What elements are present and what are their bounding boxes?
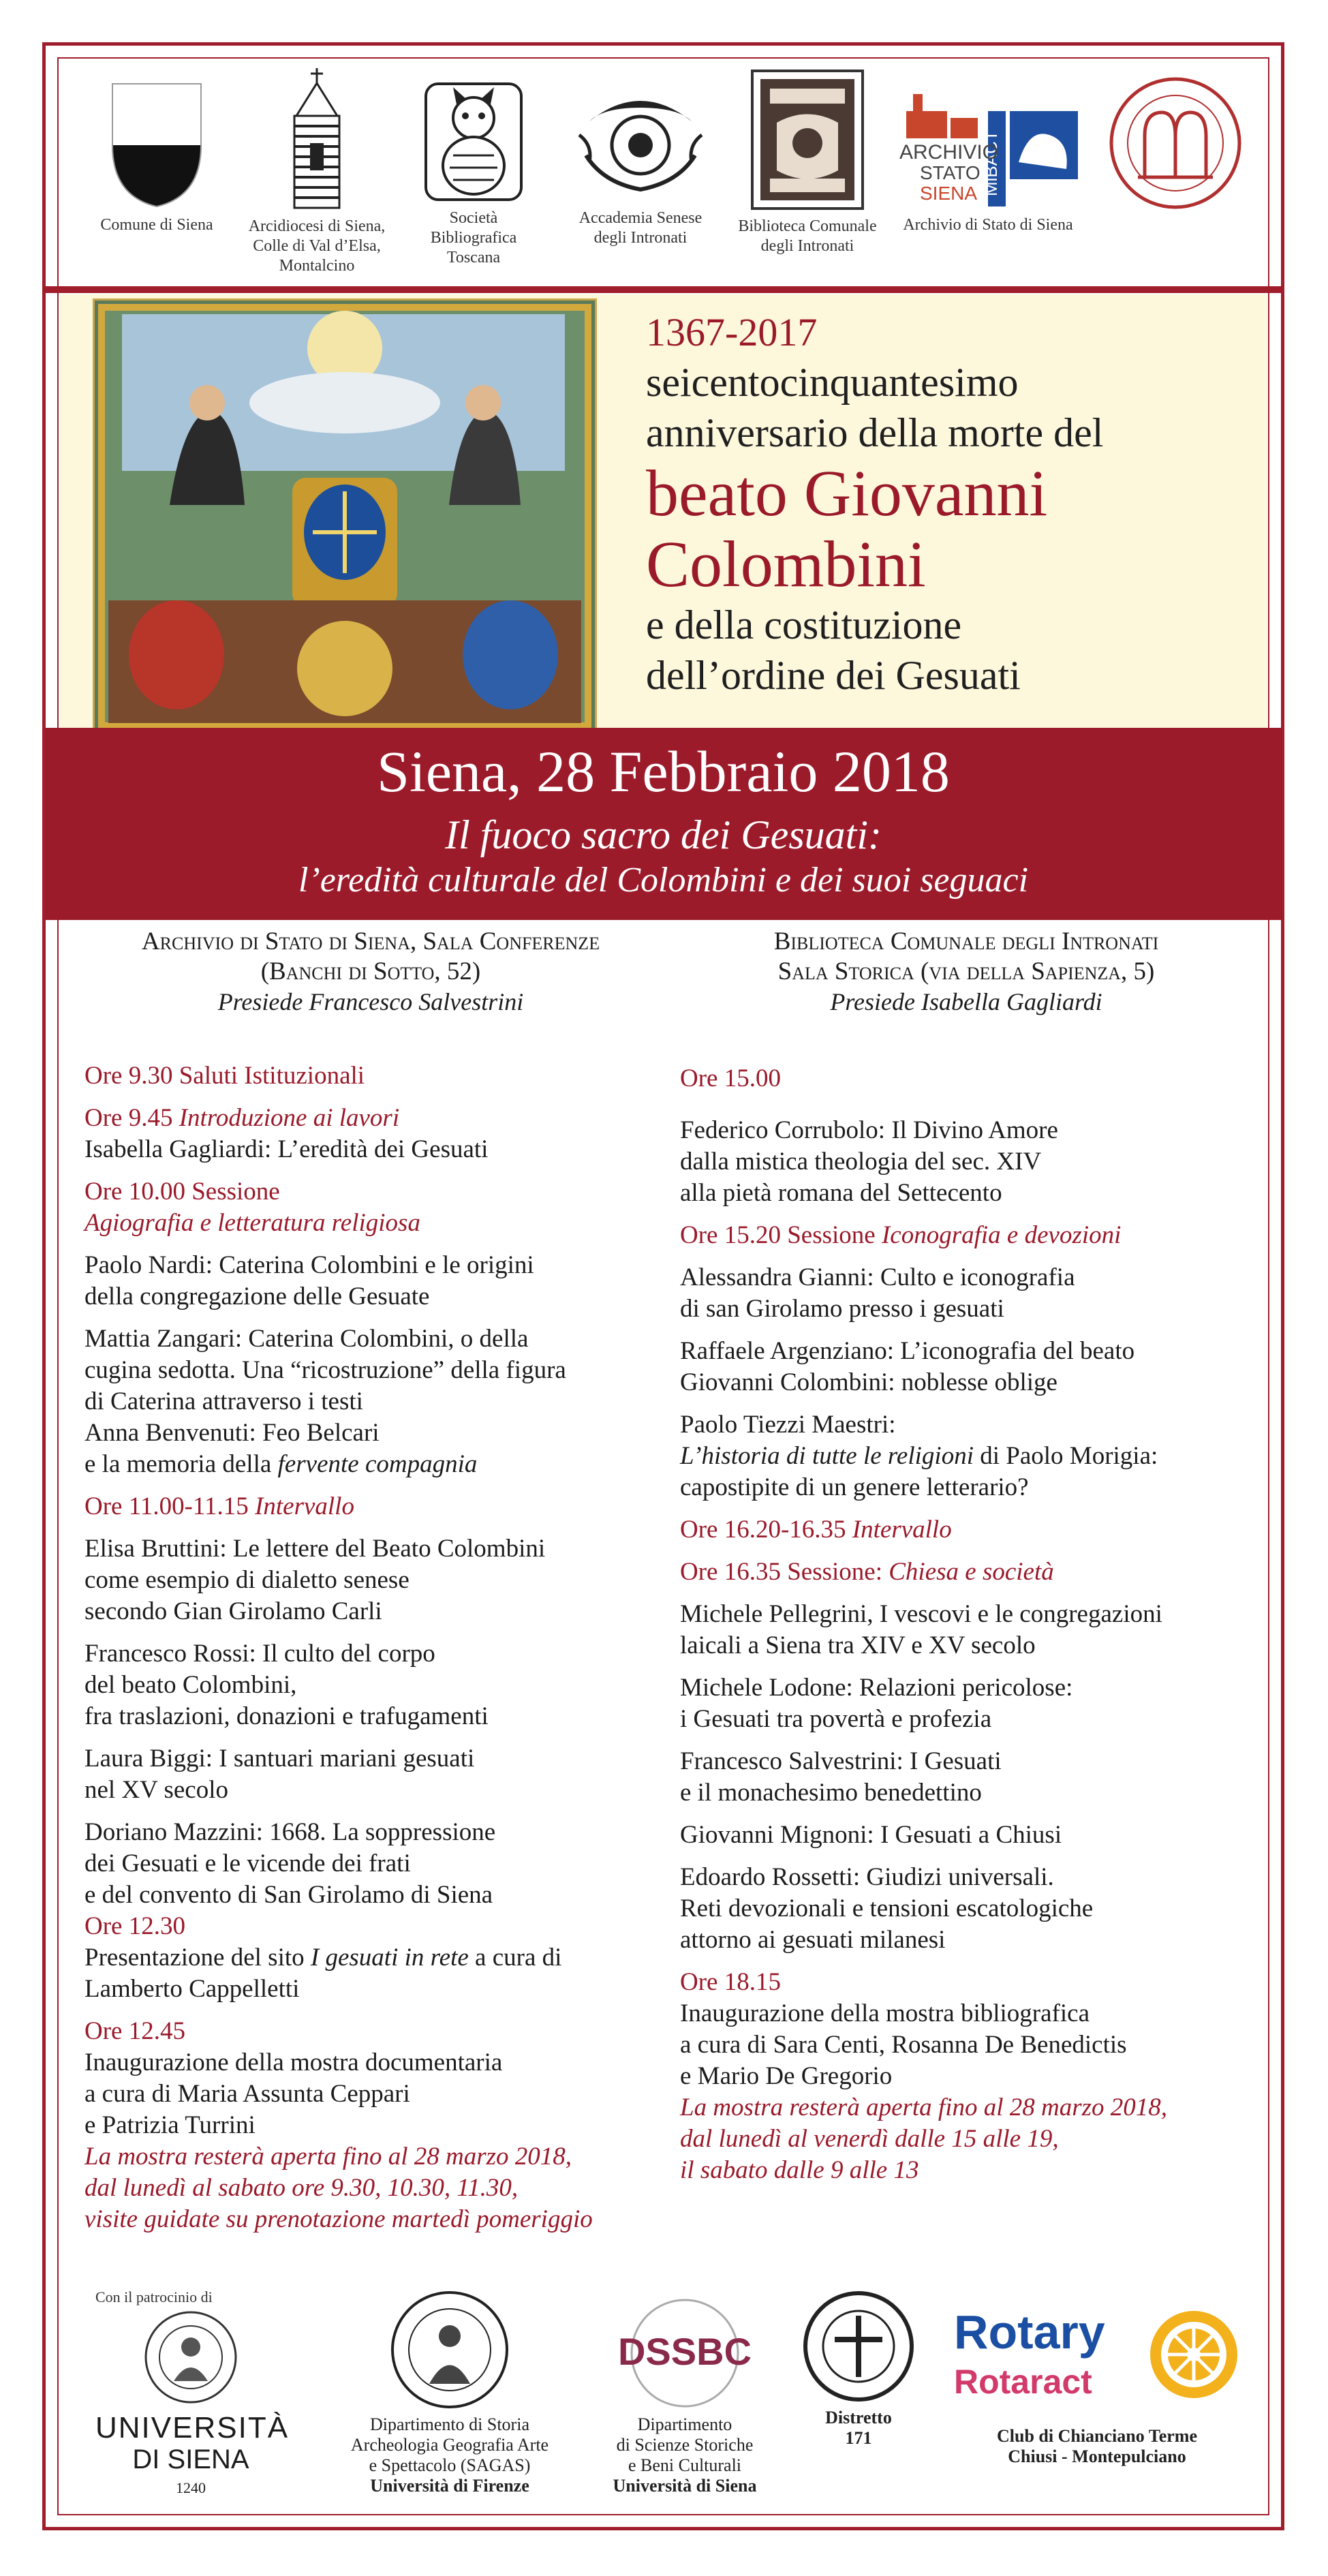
- logo-arcidiocesi: [242, 68, 392, 276]
- unifi-line: Dipartimento di Storia: [370, 2414, 529, 2434]
- miniature-painting: [93, 298, 597, 735]
- logo-serra: [797, 2288, 920, 2449]
- exhibition-note: La mostra resterà aperta fino al 28 marzo 2018,: [680, 2094, 1168, 2121]
- miniature-painting-image: [95, 301, 595, 733]
- exhibition-note: dal lunedì al venerdì dalle 15 alle 19,: [680, 2125, 1059, 2153]
- red-rule: [45, 286, 1282, 293]
- logo-label: Comune di Siena: [100, 216, 213, 234]
- session-heading: Ore 18.15: [680, 1968, 781, 1996]
- unisi-name2: DI SIENA: [132, 2444, 249, 2474]
- session-heading: Ore 10.00 Sessione: [84, 1178, 280, 1206]
- talk: Giovanni Colombini: noblesse oblige: [680, 1368, 1057, 1396]
- talk: Michele Lodone: Relazioni pericolose:: [680, 1674, 1073, 1702]
- talk: e del convento di San Girolamo di Siena: [84, 1881, 493, 1909]
- title-band: [45, 728, 1282, 920]
- rotary-club-line: Club di Chianciano Terme: [996, 2426, 1197, 2446]
- rotary-wordmark: Rotary: [954, 2305, 1105, 2359]
- event-subtheme: l’eredità culturale del Colombini e dei suoi seguaci: [298, 861, 1029, 900]
- afternoon-schedule: [680, 1063, 1266, 2186]
- session-heading: Ore 12.30: [84, 1912, 185, 1940]
- talk: fra traslazioni, donazioni e trafugamenti: [84, 1702, 489, 1730]
- presides: Presiede Francesco Salvestrini: [217, 988, 524, 1015]
- talk: Elisa Bruttini: Le lettere del Beato Colombini: [84, 1535, 546, 1563]
- event-date: Siena, 28 Febbraio 2018: [377, 739, 950, 804]
- afternoon-column: [680, 927, 1252, 1017]
- talk: Francesco Salvestrini: I Gesuati: [680, 1747, 1002, 1775]
- round-seal-icon: [1107, 75, 1244, 211]
- header-line1: seicentocinquantesimo: [646, 360, 1019, 405]
- university-seal-icon: [136, 2306, 245, 2408]
- logo-societa-bibliografica: [409, 80, 538, 268]
- morning-column: [84, 927, 657, 1017]
- session-heading: Ore 12.45: [84, 2017, 185, 2045]
- dssbc-line: e Beni Culturali: [628, 2455, 742, 2475]
- header-text: [646, 308, 1259, 701]
- logo-biblioteca-intronati: [732, 68, 882, 256]
- dssbc-acronym: DSSBC: [617, 2330, 752, 2373]
- exhibition-note: La mostra resterà aperta fino al 28 marzo 2018,: [84, 2143, 572, 2171]
- talk: Anna Benvenuti: Feo Belcari: [84, 1419, 380, 1447]
- session-title: Agiografia e letteratura religiosa: [84, 1209, 420, 1237]
- talk: di san Girolamo presso i gesuati: [680, 1295, 1004, 1323]
- rotaract-wordmark: Rotaract: [954, 2363, 1092, 2401]
- talk: dalla mistica theologia del sec. XIV: [680, 1148, 1042, 1176]
- talk: cugina sedotta. Una “ricostruzione” della figura: [84, 1356, 566, 1384]
- talk: e Patrizia Turrini: [84, 2111, 256, 2139]
- exhibition-note: dal lunedì al sabato ore 9.30, 10.30, 11.30,: [84, 2174, 519, 2202]
- talk: a cura di Sara Centi, Rosanna De Benedictis: [680, 2031, 1127, 2059]
- talk: Paolo Nardi: Caterina Colombini e le origini: [84, 1251, 534, 1279]
- header-line3: e della costituzione: [646, 602, 962, 647]
- venue-line: (Banchi di Sotto, 52): [260, 957, 481, 985]
- talk: laicali a Siena tra XIV e XV secolo: [680, 1631, 1036, 1659]
- session-heading: Ore 9.30 Saluti Istituzionali: [84, 1062, 365, 1090]
- sponsor-logos: [61, 2288, 1267, 2520]
- talk: Edoardo Rossetti: Giudizi universali.: [680, 1863, 1054, 1891]
- serra-line: Distretto: [825, 2408, 892, 2427]
- talk: secondo Gian Girolamo Carli: [84, 1597, 382, 1625]
- header-line4: dell’ordine dei Gesuati: [646, 653, 1021, 698]
- logo-label: Biblioteca Comunale degli Intronati: [738, 217, 877, 255]
- talk: Lamberto Cappelletti: [84, 1975, 300, 2003]
- logo-dssbc: [586, 2295, 784, 2496]
- talk: Mattia Zangari: Caterina Colombini, o della: [84, 1325, 529, 1353]
- rotary-wheel-icon: [1145, 2305, 1244, 2404]
- shield-icon: [109, 80, 204, 210]
- top-logos: [68, 68, 1260, 279]
- session-heading: Ore 15.00: [680, 1064, 781, 1092]
- unifi-line: Archeologia Geografia Arte: [350, 2435, 549, 2455]
- talk: e la memoria della fervente compagnia: [84, 1450, 478, 1478]
- talk: a cura di Maria Assunta Ceppari: [84, 2080, 410, 2108]
- talk: dei Gesuati e le vicende dei frati: [84, 1850, 411, 1877]
- archive-line3: SIENA: [920, 183, 978, 204]
- cat-emblem-icon: [422, 80, 525, 203]
- exhibition-note: il sabato dalle 9 alle 13: [680, 2156, 919, 2184]
- dssbc-line: di Scienze Storiche: [616, 2435, 754, 2455]
- logo-accademia-intronati: [566, 80, 715, 248]
- talk: della congregazione delle Gesuate: [84, 1283, 430, 1310]
- talk: nel XV secolo: [84, 1776, 228, 1804]
- talk: attorno ai gesuati milanesi: [680, 1926, 946, 1954]
- header-name1: beato Giovanni: [646, 457, 1048, 530]
- serra-international-icon: [801, 2288, 916, 2404]
- unifi-line: e Spettacolo (SAGAS): [369, 2455, 531, 2475]
- talk: del beato Colombini,: [84, 1671, 297, 1699]
- header-line2: anniversario della morte del: [646, 410, 1104, 455]
- talk: e Mario De Gregorio: [680, 2062, 893, 2090]
- dssbc-line: Dipartimento: [637, 2414, 732, 2434]
- session-heading: Ore 16.20-16.35 Intervallo: [680, 1516, 952, 1544]
- session-heading: Ore 16.35 Sessione: Chiesa e società: [680, 1558, 1054, 1586]
- cathedral-tower-icon: [279, 68, 354, 211]
- talk: Francesco Rossi: Il culto del corpo: [84, 1640, 435, 1668]
- archive-line1: ARCHIVIO: [899, 141, 999, 164]
- talk: di Caterina attraverso i testi: [84, 1387, 363, 1415]
- talk: Inaugurazione della mostra documentaria: [84, 2049, 503, 2076]
- session-heading: Ore 15.20 Sessione Iconografia e devozioni: [680, 1221, 1122, 1249]
- talk: Alessandra Gianni: Culto e iconografia: [680, 1263, 1075, 1291]
- gourd-emblem-icon: [576, 80, 705, 203]
- morning-schedule: [84, 1060, 657, 2235]
- talk: Michele Pellegrini, I vescovi e le congregazioni: [680, 1600, 1162, 1628]
- talk: L’historia di tutte le religioni di Paolo Morigia:: [680, 1442, 1158, 1470]
- mibact-label: MiBACT: [980, 130, 1001, 196]
- archive-logo-icon: [893, 80, 1083, 210]
- talk: Presentazione del sito I gesuati in rete a cura di: [84, 1944, 562, 1972]
- venue-line: Biblioteca Comunale degli Intronati: [773, 927, 1159, 955]
- talk: Raffaele Argenziano: L’iconografia del beato: [680, 1337, 1135, 1365]
- logo-round-seal: [1104, 75, 1247, 217]
- session-heading: Ore 11.00-11.15 Intervallo: [84, 1492, 354, 1520]
- talk: come esempio di dialetto senese: [84, 1566, 410, 1594]
- header-name2: Colombini: [646, 527, 926, 600]
- talk: Laura Biggi: I santuari mariani gesuati: [84, 1745, 475, 1773]
- talk: Doriano Mazzini: 1668. La soppressione: [84, 1818, 496, 1846]
- dssbc-seal-icon: [617, 2295, 753, 2411]
- presides: Presiede Isabella Gagliardi: [830, 988, 1102, 1015]
- archive-line2: STATO: [920, 162, 980, 183]
- unifi-line: Università di Firenze: [370, 2476, 529, 2496]
- unisi-name: UNIVERSITÀ: [95, 2411, 290, 2444]
- anniversary-years: 1367-2017: [646, 310, 818, 354]
- logo-archivio-stato: [889, 80, 1087, 235]
- talk: Paolo Tiezzi Maestri:: [680, 1411, 896, 1439]
- talk: Giovanni Mignoni: I Gesuati a Chiusi: [680, 1821, 1062, 1849]
- logo-unifi: [313, 2288, 586, 2496]
- logo-label: Accademia Senese degli Intronati: [578, 209, 702, 247]
- rotary-club-line: Chiusi - Montepulciano: [1008, 2447, 1186, 2466]
- talk: Reti devozionali e tensioni escatologiche: [680, 1895, 1094, 1922]
- talk: i Gesuati tra povertà e profezia: [680, 1705, 992, 1733]
- patronage-label: Con il patrocinio di: [95, 2288, 213, 2305]
- venue-line: Sala Storica (via della Sapienza, 5): [777, 957, 1155, 985]
- talk: e il monachesimo benedettino: [680, 1779, 982, 1807]
- florence-seal-icon: [388, 2288, 511, 2411]
- talk: Inaugurazione della mostra bibliografica: [680, 1999, 1090, 2027]
- talk: Federico Corrubolo: Il Divino Amore: [680, 1116, 1058, 1144]
- serra-line: 171: [845, 2428, 872, 2448]
- logo-label: Società Bibliografica Toscana: [430, 209, 517, 266]
- talk: Isabella Gagliardi: L’eredità dei Gesuati: [84, 1135, 489, 1163]
- session-heading: Ore 9.45 Introduzione ai lavori: [84, 1104, 400, 1132]
- unisi-year: 1240: [176, 2479, 206, 2496]
- library-seal-icon: [750, 68, 865, 211]
- talk: capostipite di un genere letterario?: [680, 1473, 1029, 1501]
- dssbc-line: Università di Siena: [613, 2476, 757, 2496]
- logo-comune-siena: [82, 80, 232, 235]
- event-theme: Il fuoco sacro dei Gesuati:: [445, 812, 882, 857]
- logo-label: Arcidiocesi di Siena, Colle di Val d’Elsa, Montalcino: [248, 217, 386, 275]
- exhibition-note: visite guidate su prenotazione martedì pomeriggio: [84, 2205, 593, 2233]
- logo-unisi: [95, 2288, 290, 2502]
- venue-line: Archivio di Stato di Siena, Sala Conferenze: [141, 927, 600, 955]
- logo-rotary: [947, 2302, 1247, 2467]
- logo-label: Archivio di Stato di Siena: [903, 216, 1073, 234]
- talk: alla pietà romana del Settecento: [680, 1179, 1002, 1207]
